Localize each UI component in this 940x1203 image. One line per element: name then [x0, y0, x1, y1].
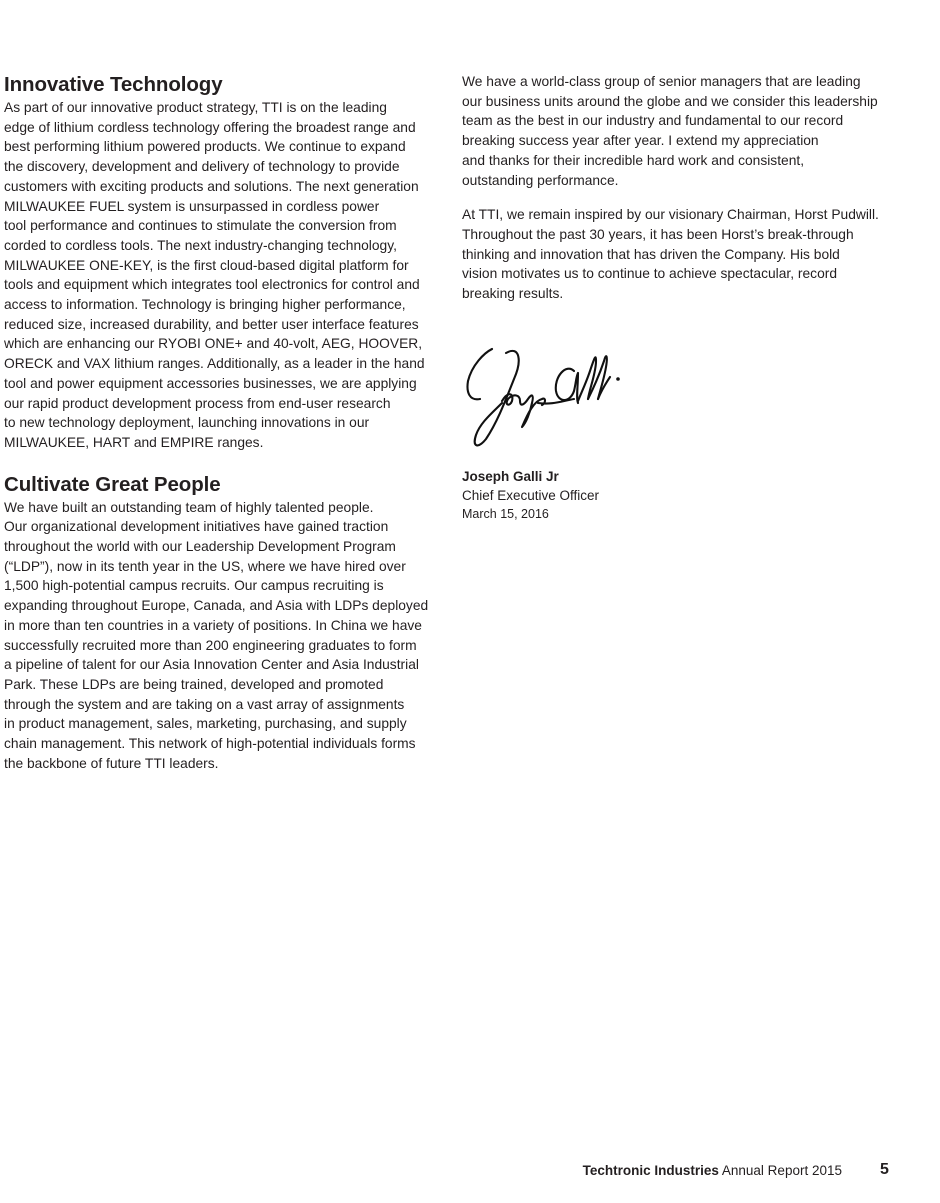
- signatory-name: Joseph Galli Jr: [462, 468, 559, 484]
- signature-date: March 15, 2016: [462, 506, 549, 521]
- text-line: We have built an outstanding team of highly talented people.: [4, 499, 374, 515]
- text-line: MILWAUKEE, HART and EMPIRE ranges.: [4, 434, 264, 450]
- ceo-signature: [462, 343, 632, 453]
- text-line: Throughout the past 30 years, it has been Horst’s break-through: [462, 226, 854, 242]
- text-line: MILWAUKEE FUEL system is unsurpassed in cordless power: [4, 198, 380, 214]
- paragraph-spacer: [462, 190, 902, 205]
- text-line: tool performance and continues to stimulate the conversion from: [4, 218, 397, 234]
- text-line: successfully recruited more than 200 engineering graduates to form: [4, 637, 417, 653]
- text-line: chain management. This network of high-potential individuals forms: [4, 736, 416, 752]
- text-line: access to information. Technology is bringing higher performance,: [4, 297, 406, 313]
- text-line: Park. These LDPs are being trained, developed and promoted: [4, 676, 384, 692]
- chairman-paragraph: [462, 205, 902, 304]
- senior-managers-paragraph: [462, 72, 902, 190]
- text-line: Our organizational development initiatives have gained traction: [4, 519, 389, 535]
- text-line: to new technology deployment, launching innovations in our: [4, 415, 370, 431]
- text-line: best performing lithium powered products. We continue to expand: [4, 139, 406, 155]
- text-line: We have a world-class group of senior managers that are leading: [462, 74, 861, 89]
- text-line: (“LDP”), now in its tenth year in the US, where we have hired over: [4, 558, 406, 574]
- footer-report-title: Annual Report 2015: [718, 1163, 842, 1178]
- text-line: reduced size, increased durability, and better user interface features: [4, 316, 419, 332]
- text-line: throughout the world with our Leadership Development Program: [4, 539, 396, 555]
- text-line: edge of lithium cordless technology offering the broadest range and: [4, 119, 416, 135]
- text-line: our rapid product development process from end-user research: [4, 395, 391, 411]
- text-line: vision motivates us to continue to achieve spectacular, record: [462, 266, 838, 282]
- text-line: through the system and are taking on a vast array of assignments: [4, 696, 405, 712]
- text-line: in product management, sales, marketing, purchasing, and supply: [4, 716, 407, 732]
- text-line: which are enhancing our RYOBI ONE+ and 40-volt, AEG, HOOVER,: [4, 336, 423, 352]
- text-line: breaking success year after year. I extend my appreciation: [462, 133, 819, 149]
- text-line: our business units around the globe and we consider this leadership: [462, 93, 878, 109]
- signatory-title: Chief Executive Officer: [462, 487, 600, 503]
- text-line: As part of our innovative product strategy, TTI is on the leading: [4, 100, 387, 115]
- cultivate-great-people-heading: Cultivate Great People: [4, 472, 221, 496]
- left-column: [4, 72, 440, 774]
- text-line: and thanks for their incredible hard work and consistent,: [462, 152, 805, 168]
- right-column: [462, 72, 902, 523]
- text-line: customers with exciting products and solutions. The next generation: [4, 178, 419, 194]
- section-spacer: [4, 453, 440, 472]
- text-line: MILWAUKEE ONE-KEY, is the first cloud-based digital platform for: [4, 257, 409, 273]
- text-line: 1,500 high-potential campus recruits. Our campus recruiting is: [4, 578, 384, 594]
- text-line: outstanding performance.: [462, 172, 619, 188]
- text-line: breaking results.: [462, 286, 564, 302]
- text-line: team as the best in our industry and fundamental to our record: [462, 113, 844, 129]
- innovative-technology-body: [4, 98, 440, 453]
- footer-company-name: Techtronic Industries: [582, 1163, 719, 1178]
- text-line: expanding throughout Europe, Canada, and Asia with LDPs deployed: [4, 598, 429, 614]
- page-footer: [583, 1162, 842, 1180]
- text-line: a pipeline of talent for our Asia Innovation Center and Asia Industrial: [4, 657, 419, 673]
- text-line: At TTI, we remain inspired by our visionary Chairman, Horst Pudwill.: [462, 207, 879, 223]
- page-number: 5: [880, 1161, 889, 1178]
- text-line: in more than ten countries in a variety of positions. In China we have: [4, 617, 422, 633]
- text-line: corded to cordless tools. The next industry-changing technology,: [4, 237, 397, 253]
- text-line: the discovery, development and delivery of technology to provide: [4, 159, 400, 175]
- innovative-technology-heading: Innovative Technology: [4, 73, 223, 96]
- cultivate-great-people-body: [4, 498, 440, 774]
- text-line: tools and equipment which integrates tool electronics for control and: [4, 277, 420, 293]
- text-line: ORECK and VAX lithium ranges. Additionally, as a leader in the hand: [4, 356, 425, 372]
- text-line: thinking and innovation that has driven the Company. His bold: [462, 246, 840, 262]
- text-line: the backbone of future TTI leaders.: [4, 755, 219, 771]
- text-line: tool and power equipment accessories businesses, we are applying: [4, 375, 417, 391]
